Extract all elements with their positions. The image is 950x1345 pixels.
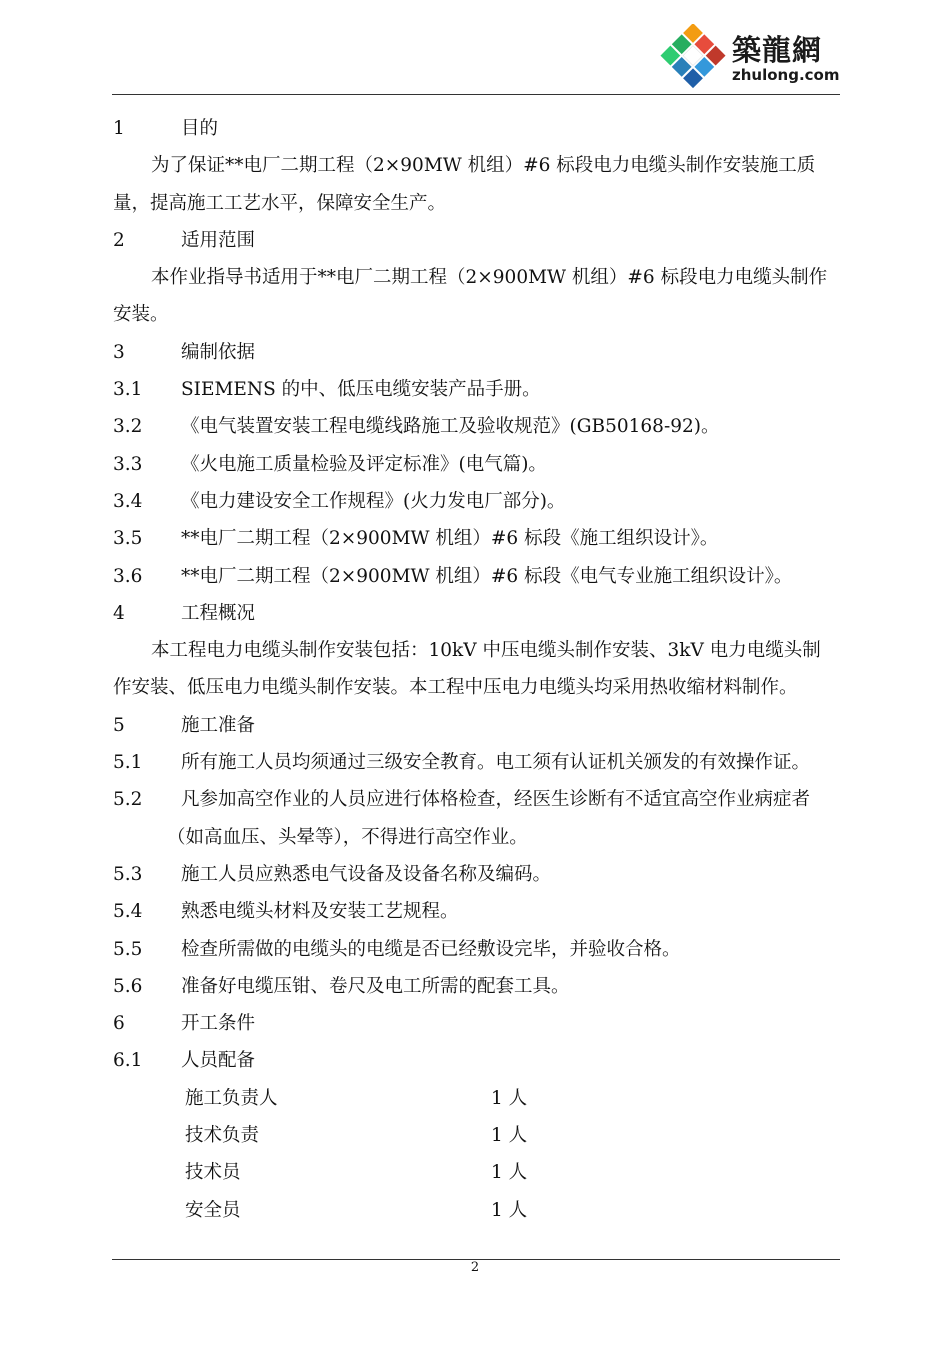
- item-number: 5.6: [113, 975, 143, 997]
- list-item: [113, 446, 840, 483]
- subsection-heading: [113, 1042, 840, 1079]
- item-text: SIEMENS 的中、低压电缆安装产品手册。: [181, 379, 541, 401]
- section-title: 适用范围: [181, 229, 256, 251]
- item-text: 凡参加高空作业的人员应进行体格检查，经医生诊断有不适宜高空作业病症者: [181, 789, 811, 811]
- list-item: [113, 483, 840, 520]
- staff-count: 1 人: [491, 1199, 528, 1221]
- section-number: 6: [113, 1013, 125, 1035]
- section-number: 2: [113, 229, 125, 251]
- section-number: 1: [113, 118, 125, 139]
- list-item: [113, 893, 840, 930]
- staff-count: 1 人: [491, 1125, 528, 1147]
- paragraph-text: 为了保证**电厂二期工程（2×90MW 机组）#6 标段电力电缆头制作安装施工质: [151, 155, 816, 177]
- item-number: 3.1: [113, 379, 143, 401]
- logo-english-text: zhulong.com: [732, 66, 840, 84]
- section-number: 3: [113, 341, 125, 363]
- header-rule: [112, 94, 840, 95]
- paragraph-text: 作安装、低压电力电缆头制作安装。本工程中压电力电缆头均采用热收缩材料制作。: [113, 677, 798, 699]
- item-text: 《电气装置安装工程电缆线路施工及验收规范》(GB50168-92)。: [181, 416, 720, 438]
- item-text: 所有施工人员均须通过三级安全教育。电工须有认证机关颁发的有效操作证。: [181, 752, 811, 774]
- item-text: **电厂二期工程（2×900MW 机组）#6 标段《电气专业施工组织设计》。: [181, 565, 793, 587]
- item-number: 5.5: [113, 938, 143, 960]
- staff-row: [113, 1117, 840, 1154]
- section-heading: [113, 1005, 840, 1042]
- item-number: 5.1: [113, 752, 143, 774]
- list-item: [113, 520, 840, 557]
- paragraph-line: [113, 669, 840, 706]
- item-number: 3.6: [113, 565, 143, 587]
- section-heading: [113, 595, 840, 632]
- staff-row: [113, 1192, 840, 1229]
- list-item: [113, 781, 840, 818]
- item-number: 3.5: [113, 528, 143, 550]
- paragraph-line: [113, 296, 840, 333]
- section-heading: [113, 222, 840, 259]
- item-number: 5.3: [113, 863, 143, 885]
- section-heading: [113, 110, 840, 147]
- list-item: [113, 856, 840, 893]
- staff-row: [113, 1080, 840, 1117]
- item-text: 熟悉电缆头材料及安装工艺规程。: [181, 901, 459, 923]
- zhulong-logo: [658, 24, 848, 92]
- item-number: 3.2: [113, 416, 143, 438]
- list-item-continuation: [113, 819, 840, 856]
- item-number: 5.2: [113, 789, 143, 811]
- section-title: 施工准备: [181, 714, 256, 736]
- list-item: [113, 408, 840, 445]
- item-text: 准备好电缆压钳、卷尺及电工所需的配套工具。: [181, 975, 570, 997]
- staff-role: 安全员: [185, 1199, 241, 1221]
- paragraph-text: 本工程电力电缆头制作安装包括：10kV 中压电缆头制作安装、3kV 电力电缆头制: [151, 640, 821, 662]
- list-item: [113, 968, 840, 1005]
- section-title: 目的: [181, 118, 219, 139]
- staff-role: 施工负责人: [185, 1087, 278, 1109]
- list-item: [113, 371, 840, 408]
- paragraph-line: [113, 632, 840, 669]
- item-number: 3.4: [113, 490, 143, 512]
- section-title: 开工条件: [181, 1013, 256, 1035]
- paragraph-text: 安装。: [113, 304, 169, 326]
- item-number: 6.1: [113, 1050, 143, 1072]
- paragraph-line: [113, 147, 840, 184]
- item-text: （如高血压、头晕等），不得进行高空作业。: [167, 826, 528, 848]
- staff-role: 技术员: [185, 1162, 241, 1184]
- zhulong-logo-mark-icon: [658, 24, 728, 90]
- section-title: 工程概况: [181, 602, 256, 624]
- section-heading: [113, 707, 840, 744]
- item-number: 3.3: [113, 453, 143, 475]
- item-text: 检查所需做的电缆头的电缆是否已经敷设完毕，并验收合格。: [181, 938, 681, 960]
- section-heading: [113, 334, 840, 371]
- item-text: 人员配备: [181, 1050, 256, 1072]
- item-text: 《电力建设安全工作规程》(火力发电厂部分)。: [181, 490, 566, 512]
- item-text: **电厂二期工程（2×900MW 机组）#6 标段《施工组织设计》。: [181, 528, 719, 550]
- paragraph-text: 量，提高施工工艺水平，保障安全生产。: [113, 192, 447, 214]
- paragraph-text: 本作业指导书适用于**电厂二期工程（2×900MW 机组）#6 标段电力电缆头制作: [151, 267, 828, 289]
- page-number: 2: [470, 1260, 480, 1275]
- list-item: [113, 558, 840, 595]
- staff-row: [113, 1154, 840, 1191]
- item-number: 5.4: [113, 901, 143, 923]
- item-text: 施工人员应熟悉电气设备及设备名称及编码。: [181, 863, 552, 885]
- section-number: 4: [113, 602, 125, 624]
- staff-count: 1 人: [491, 1162, 528, 1184]
- paragraph-line: [113, 259, 840, 296]
- list-item: [113, 744, 840, 781]
- list-item: [113, 931, 840, 968]
- staff-count: 1 人: [491, 1087, 528, 1109]
- staff-role: 技术负责: [185, 1125, 260, 1147]
- document-body: [113, 110, 840, 1229]
- section-number: 5: [113, 714, 125, 736]
- logo-chinese-text: 築龍網: [732, 33, 823, 67]
- item-text: 《火电施工质量检验及评定标准》(电气篇)。: [181, 453, 547, 475]
- paragraph-line: [113, 185, 840, 222]
- section-title: 编制依据: [181, 341, 256, 363]
